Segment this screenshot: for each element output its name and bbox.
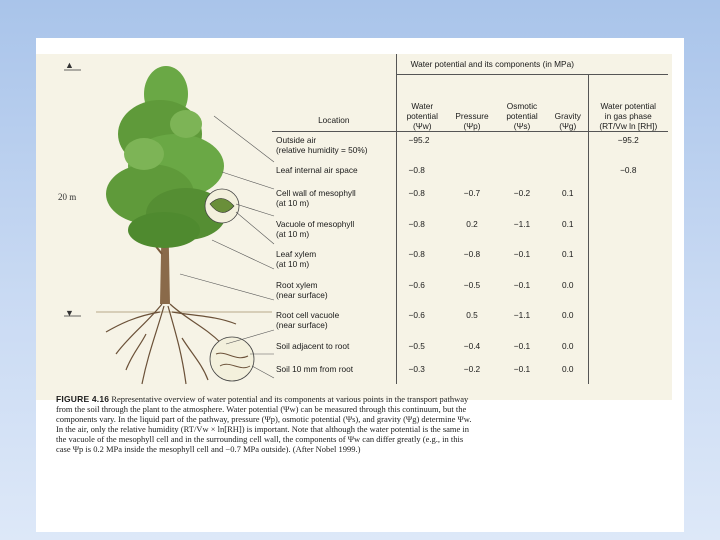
figure-label: FIGURE 4.16 (56, 394, 110, 404)
cell-gas-phase: −95.2 (588, 131, 668, 162)
cell-osmotic: −0.1 (513, 279, 531, 290)
table-row (272, 131, 668, 162)
table-row (272, 307, 668, 338)
tree-illustration (36, 54, 276, 400)
cell-pressure: −0.7 (463, 188, 481, 198)
row-location: Soil 10 mm from root (276, 363, 353, 374)
water-potential-table (272, 54, 668, 384)
caption-text: Representative overview of water potential and its components at various points in the transport pathway from the soil through the plant to the atmosphere. Water potential (Ψw) can be measured through this continuum, but the components vary. In the liquid part of the pathway, pressure (Ψp), osmotic potential (Ψs), and gravity (Ψg) determine Ψw. In the air, only the relative humidity (RT/Vw × ln[RH]) is important. Note that although the water potential is the same in the vacuole of the mesophyll cell and in the surrounding cell wall, the components of Ψw can differ greatly (e.g., in this case Ψp is 0.2 MPa inside the mesophyll cell and −0.7 MPa outside). (After Nobel 1999.) (56, 394, 472, 455)
cell-osmotic: −0.1 (513, 249, 531, 259)
cell-pressure: −0.5 (463, 279, 481, 290)
cell-water-potential: −0.6 (396, 277, 448, 308)
cell-water-potential: −0.6 (396, 307, 448, 338)
cell-osmotic (496, 131, 548, 162)
table-row (272, 246, 668, 277)
scale-height-label: 20 m (58, 192, 77, 202)
cell-osmotic: −1.1 (513, 218, 531, 229)
col-location: Location (272, 75, 396, 132)
cell-water-potential: −0.8 (396, 216, 448, 247)
cell-gas-phase (588, 307, 668, 338)
cell-gas-phase (588, 246, 668, 277)
row-location: Soil adjacent to root (276, 340, 350, 351)
cell-gravity: 0.1 (561, 249, 574, 259)
cell-gravity (548, 131, 588, 162)
root-inset (210, 337, 254, 381)
cell-water-potential: −0.5 (396, 338, 448, 361)
cell-gravity: 0.0 (561, 363, 574, 374)
cell-gravity: 0.0 (561, 279, 574, 290)
cell-water-potential: −0.8 (396, 185, 448, 216)
cell-gas-phase: −0.8 (588, 162, 668, 185)
cell-gravity (548, 162, 588, 185)
cell-pressure (448, 162, 496, 185)
cell-gravity: 0.1 (561, 188, 574, 198)
cell-pressure (448, 131, 496, 162)
cell-gas-phase (588, 277, 668, 308)
cell-water-potential: −0.8 (396, 162, 448, 185)
cell-gas-phase (588, 338, 668, 361)
cell-gas-phase (588, 185, 668, 216)
table-row (272, 185, 668, 216)
cell-osmotic: −0.2 (513, 188, 531, 198)
cell-pressure: −0.8 (463, 249, 481, 259)
col-gravity: Gravity (Ψg) (548, 75, 588, 132)
foliage (106, 66, 226, 248)
cell-gravity: 0.0 (561, 310, 574, 320)
table-row (272, 162, 668, 185)
cell-pressure: −0.2 (463, 363, 481, 374)
figure-panel (36, 54, 672, 400)
cell-gravity: 0.0 (561, 340, 574, 351)
row-location: Leaf internal air space (276, 165, 358, 175)
scale-top-marker: ▲ (65, 60, 74, 70)
row-location: Leaf xylem (at 10 m) (276, 249, 317, 269)
row-location: Outside air (relative humidity = 50%) (276, 134, 368, 155)
cell-water-potential: −0.8 (396, 246, 448, 277)
table-row (272, 216, 668, 247)
cell-osmotic: −0.1 (513, 340, 531, 351)
cell-pressure: 0.5 (466, 310, 478, 320)
row-location: Vacuole of mesophyll (at 10 m) (276, 218, 355, 239)
cell-water-potential: −95.2 (396, 131, 448, 162)
cell-pressure: 0.2 (466, 218, 478, 229)
cell-pressure: −0.4 (463, 340, 481, 351)
figure-caption (56, 394, 476, 455)
col-gas-phase: Water potential in gas phase (RT/Vw ln [RH]) (588, 75, 668, 132)
col-pressure: Pressure (Ψp) (448, 75, 496, 132)
scale-ground-marker: ▼ (65, 308, 74, 318)
table-row (272, 361, 668, 384)
col-water-potential: Water potential (Ψw) (396, 75, 448, 132)
cell-gas-phase (588, 361, 668, 384)
cell-water-potential: −0.3 (396, 361, 448, 384)
cell-gravity: 0.1 (561, 218, 574, 229)
slide (36, 38, 684, 532)
row-location: Root cell vacuole (near surface) (276, 310, 340, 330)
group-header: Water potential and its components (in MPa) (396, 54, 588, 75)
cell-gas-phase (588, 216, 668, 247)
row-location: Cell wall of mesophyll (at 10 m) (276, 188, 356, 208)
cell-osmotic: −0.1 (513, 363, 531, 374)
row-location: Root xylem (near surface) (276, 279, 328, 300)
table-row (272, 277, 668, 308)
col-osmotic: Osmotic potential (Ψs) (496, 75, 548, 132)
table-row (272, 338, 668, 361)
cell-osmotic (496, 162, 548, 185)
cell-osmotic: −1.1 (513, 310, 531, 320)
